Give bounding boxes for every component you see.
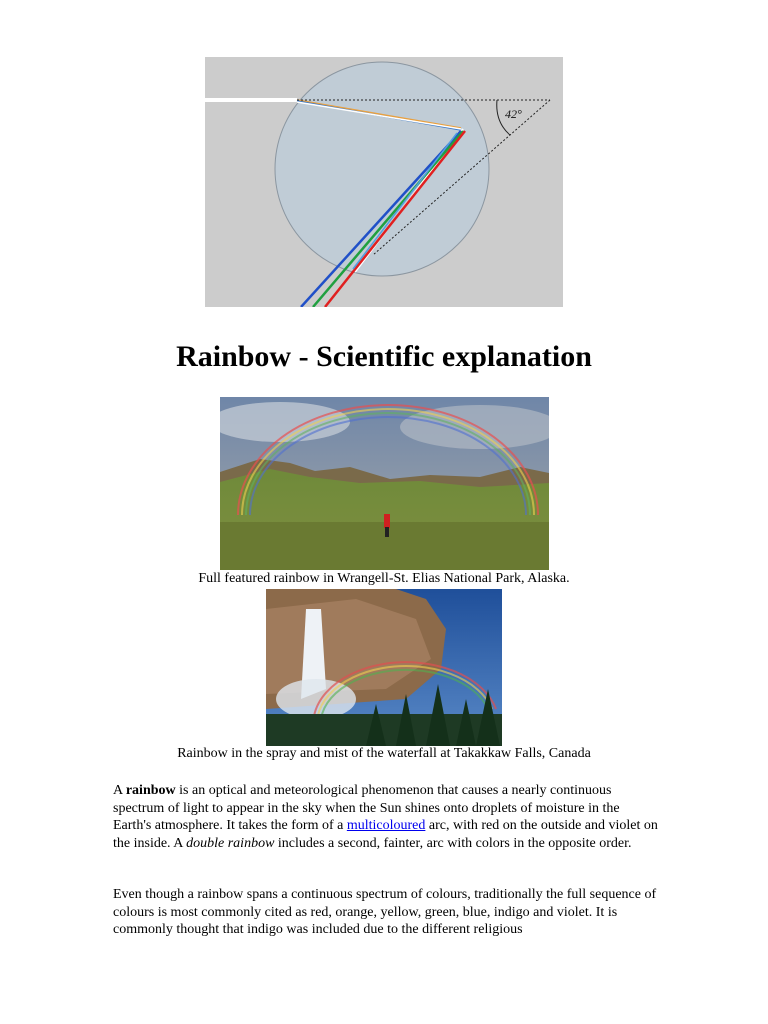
droplet-refraction-diagram xyxy=(205,57,563,307)
water-droplet xyxy=(275,62,489,276)
paragraph-colour-sequence: Even though a rainbow spans a continuous spectrum of colours, traditionally the full sequence of colours is most commonly cited as red, orange, yellow, green, blue, indigo and violet. It is commonly thought that indigo was included due to the different religious xyxy=(113,887,657,937)
paragraph-definition: A rainbow is an optical and meteorological phenomenon that causes a nearly continuous spectrum of light to appear in the sky when the Sun shines onto droplets of moisture in the Earth's atmosphere. It takes the form of a multicoloured arc, with red on the outside and violet on the inside. A double rainbow includes a second, fainter, arc with colors in the opposite order. xyxy=(113,783,658,851)
link-multicoloured[interactable]: multicoloured xyxy=(346,818,426,833)
photo-caption-waterfall: Rainbow in the spray and mist of the waterfall at Takakkaw Falls, Canada xyxy=(177,746,591,761)
waterfall-rainbow-photo xyxy=(266,589,502,746)
page-title: Rainbow - Scientific explanation xyxy=(176,340,592,373)
angle-label: 42° xyxy=(505,107,522,121)
term-rainbow: rainbow xyxy=(125,783,176,798)
alaska-rainbow-photo xyxy=(220,397,549,570)
term-double-rainbow: double rainbow xyxy=(186,835,275,851)
photo-caption-alaska: Full featured rainbow in Wrangell-St. Elias National Park, Alaska. xyxy=(198,571,570,586)
